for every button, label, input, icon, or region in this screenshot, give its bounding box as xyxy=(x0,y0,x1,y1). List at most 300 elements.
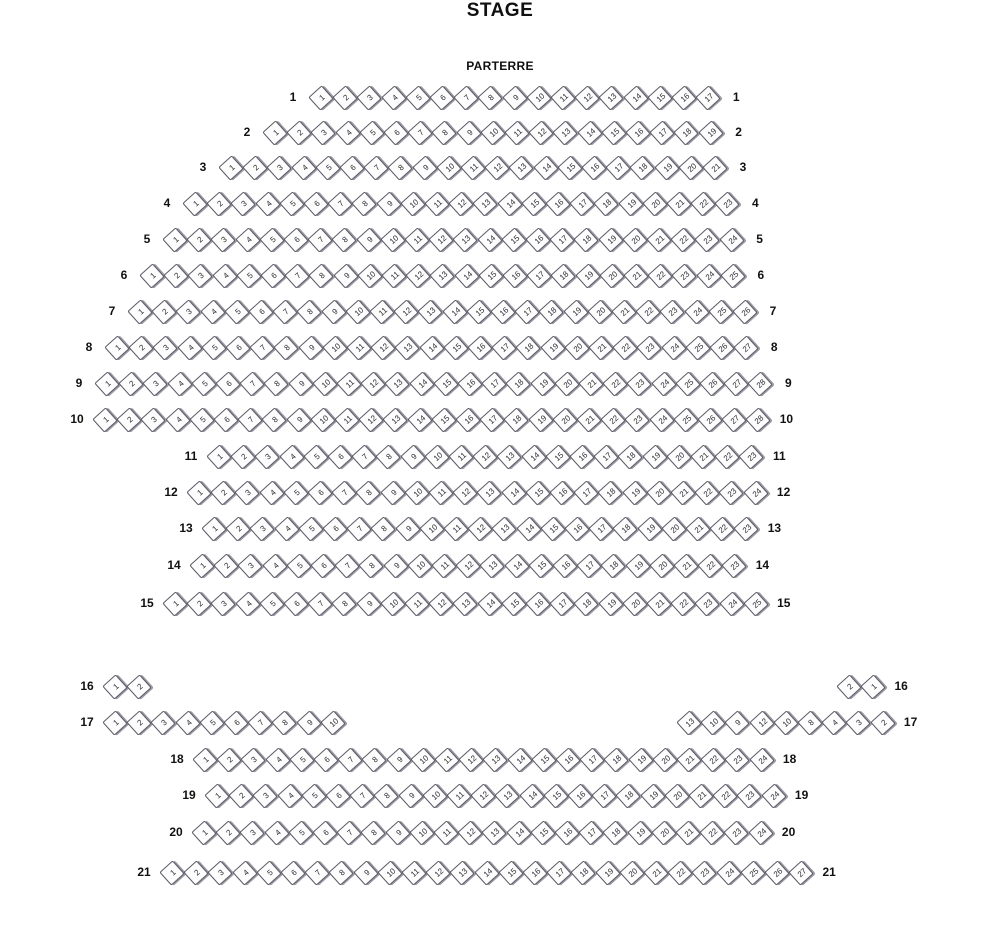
seat[interactable] xyxy=(578,371,603,396)
seat[interactable] xyxy=(514,299,539,324)
seat[interactable] xyxy=(322,516,347,541)
seat[interactable] xyxy=(737,783,762,808)
seat[interactable] xyxy=(443,516,468,541)
seat[interactable] xyxy=(356,591,381,616)
seat[interactable] xyxy=(225,516,250,541)
seat[interactable] xyxy=(549,591,574,616)
seat[interactable] xyxy=(664,783,689,808)
seat[interactable] xyxy=(481,371,506,396)
seat[interactable] xyxy=(613,516,638,541)
seat[interactable] xyxy=(356,227,381,252)
seat[interactable] xyxy=(210,480,235,505)
seat[interactable] xyxy=(748,371,773,396)
seat[interactable] xyxy=(255,191,280,216)
seat[interactable] xyxy=(622,480,647,505)
seat[interactable] xyxy=(696,263,721,288)
seat[interactable] xyxy=(605,155,630,180)
seat[interactable] xyxy=(491,335,516,360)
seat[interactable] xyxy=(223,710,248,735)
seat[interactable] xyxy=(551,263,576,288)
seat[interactable] xyxy=(821,710,846,735)
seat[interactable] xyxy=(211,227,236,252)
seat[interactable] xyxy=(126,674,151,699)
seat[interactable] xyxy=(407,407,432,432)
seat[interactable] xyxy=(346,516,371,541)
seat[interactable] xyxy=(688,783,713,808)
seat[interactable] xyxy=(670,591,695,616)
seat[interactable] xyxy=(714,444,739,469)
seat[interactable] xyxy=(675,371,700,396)
seat[interactable] xyxy=(322,335,347,360)
seat[interactable] xyxy=(453,591,478,616)
seat[interactable] xyxy=(259,480,284,505)
seat[interactable] xyxy=(177,335,202,360)
seat[interactable] xyxy=(646,591,671,616)
seat[interactable] xyxy=(555,747,580,772)
seat[interactable] xyxy=(550,85,575,110)
seat[interactable] xyxy=(288,820,313,845)
seat[interactable] xyxy=(501,480,526,505)
seat[interactable] xyxy=(429,85,454,110)
seat[interactable] xyxy=(567,783,592,808)
seat[interactable] xyxy=(259,591,284,616)
seat[interactable] xyxy=(625,120,650,145)
seat[interactable] xyxy=(725,747,750,772)
seat[interactable] xyxy=(211,591,236,616)
seat[interactable] xyxy=(695,85,720,110)
seat[interactable] xyxy=(667,860,692,885)
seat[interactable] xyxy=(448,191,473,216)
seat[interactable] xyxy=(600,407,625,432)
seat[interactable] xyxy=(622,227,647,252)
seat[interactable] xyxy=(598,227,623,252)
seat[interactable] xyxy=(388,155,413,180)
seat[interactable] xyxy=(579,747,604,772)
seat[interactable] xyxy=(552,553,577,578)
seat[interactable] xyxy=(642,191,667,216)
seat[interactable] xyxy=(525,480,550,505)
seat[interactable] xyxy=(191,820,216,845)
seat[interactable] xyxy=(337,747,362,772)
seat[interactable] xyxy=(428,227,453,252)
seat[interactable] xyxy=(143,371,168,396)
seat[interactable] xyxy=(371,516,396,541)
seat[interactable] xyxy=(262,120,287,145)
seat[interactable] xyxy=(215,371,240,396)
seat[interactable] xyxy=(345,299,370,324)
seat[interactable] xyxy=(594,191,619,216)
seat[interactable] xyxy=(504,120,529,145)
seat[interactable] xyxy=(400,191,425,216)
seat[interactable] xyxy=(504,553,529,578)
seat[interactable] xyxy=(248,299,273,324)
seat[interactable] xyxy=(262,407,287,432)
seat[interactable] xyxy=(264,371,289,396)
seat[interactable] xyxy=(455,407,480,432)
seat[interactable] xyxy=(709,516,734,541)
seat[interactable] xyxy=(92,407,117,432)
seat[interactable] xyxy=(167,371,192,396)
seat[interactable] xyxy=(334,553,359,578)
seat[interactable] xyxy=(235,480,260,505)
seat[interactable] xyxy=(637,335,662,360)
seat[interactable] xyxy=(208,860,233,885)
seat[interactable] xyxy=(303,191,328,216)
seat[interactable] xyxy=(265,747,290,772)
seat[interactable] xyxy=(327,191,352,216)
seat[interactable] xyxy=(457,371,482,396)
seat[interactable] xyxy=(557,155,582,180)
seat[interactable] xyxy=(720,263,745,288)
seat[interactable] xyxy=(153,335,178,360)
seat[interactable] xyxy=(598,480,623,505)
seat[interactable] xyxy=(719,591,744,616)
seat[interactable] xyxy=(332,85,357,110)
seat[interactable] xyxy=(694,480,719,505)
seat[interactable] xyxy=(404,227,429,252)
seat[interactable] xyxy=(409,371,434,396)
seat[interactable] xyxy=(286,120,311,145)
seat[interactable] xyxy=(280,860,305,885)
seat[interactable] xyxy=(646,480,671,505)
seat[interactable] xyxy=(383,407,408,432)
seat[interactable] xyxy=(722,553,747,578)
seat[interactable] xyxy=(325,783,350,808)
seat[interactable] xyxy=(573,480,598,505)
seat[interactable] xyxy=(453,85,478,110)
seat[interactable] xyxy=(546,860,571,885)
seat[interactable] xyxy=(425,860,450,885)
seat[interactable] xyxy=(480,553,505,578)
seat[interactable] xyxy=(264,820,289,845)
seat[interactable] xyxy=(836,674,861,699)
seat[interactable] xyxy=(398,783,423,808)
seat[interactable] xyxy=(206,444,231,469)
seat[interactable] xyxy=(506,371,531,396)
seat[interactable] xyxy=(225,335,250,360)
seat[interactable] xyxy=(346,335,371,360)
seat[interactable] xyxy=(504,407,529,432)
seat[interactable] xyxy=(419,335,444,360)
seat[interactable] xyxy=(743,480,768,505)
seat[interactable] xyxy=(393,299,418,324)
seat[interactable] xyxy=(212,263,237,288)
seat[interactable] xyxy=(473,191,498,216)
seat[interactable] xyxy=(603,820,628,845)
seat[interactable] xyxy=(235,591,260,616)
seat[interactable] xyxy=(301,783,326,808)
seat[interactable] xyxy=(242,155,267,180)
seat[interactable] xyxy=(235,227,260,252)
seat[interactable] xyxy=(94,371,119,396)
seat[interactable] xyxy=(127,299,152,324)
seat[interactable] xyxy=(454,263,479,288)
seat[interactable] xyxy=(670,480,695,505)
seat[interactable] xyxy=(797,710,822,735)
seat[interactable] xyxy=(507,747,532,772)
seat[interactable] xyxy=(601,553,626,578)
seat[interactable] xyxy=(528,407,553,432)
seat[interactable] xyxy=(186,480,211,505)
seat[interactable] xyxy=(370,335,395,360)
seat[interactable] xyxy=(554,820,579,845)
seat[interactable] xyxy=(442,299,467,324)
seat[interactable] xyxy=(241,747,266,772)
seat[interactable] xyxy=(448,444,473,469)
seat[interactable] xyxy=(395,335,420,360)
seat[interactable] xyxy=(531,747,556,772)
seat[interactable] xyxy=(274,516,299,541)
seat[interactable] xyxy=(218,155,243,180)
seat[interactable] xyxy=(286,553,311,578)
seat[interactable] xyxy=(404,591,429,616)
seat[interactable] xyxy=(360,371,385,396)
seat[interactable] xyxy=(695,227,720,252)
seat[interactable] xyxy=(627,820,652,845)
seat[interactable] xyxy=(516,335,541,360)
seat[interactable] xyxy=(460,155,485,180)
seat[interactable] xyxy=(255,444,280,469)
seat[interactable] xyxy=(336,371,361,396)
seat[interactable] xyxy=(739,444,764,469)
seat[interactable] xyxy=(733,335,758,360)
seat[interactable] xyxy=(599,85,624,110)
seat[interactable] xyxy=(297,299,322,324)
seat[interactable] xyxy=(418,299,443,324)
seat[interactable] xyxy=(259,227,284,252)
seat[interactable] xyxy=(571,860,596,885)
seat[interactable] xyxy=(453,227,478,252)
seat[interactable] xyxy=(712,783,737,808)
seat[interactable] xyxy=(274,335,299,360)
seat[interactable] xyxy=(363,155,388,180)
seat[interactable] xyxy=(545,444,570,469)
seat[interactable] xyxy=(678,155,703,180)
seat[interactable] xyxy=(474,860,499,885)
seat[interactable] xyxy=(543,783,568,808)
seat[interactable] xyxy=(175,710,200,735)
seat[interactable] xyxy=(575,263,600,288)
seat[interactable] xyxy=(291,155,316,180)
seat[interactable] xyxy=(436,155,461,180)
seat[interactable] xyxy=(576,407,601,432)
seat[interactable] xyxy=(428,480,453,505)
seat[interactable] xyxy=(697,407,722,432)
seat[interactable] xyxy=(725,710,750,735)
seat[interactable] xyxy=(446,783,471,808)
seat[interactable] xyxy=(699,820,724,845)
seat[interactable] xyxy=(674,120,699,145)
seat[interactable] xyxy=(618,191,643,216)
seat[interactable] xyxy=(764,860,789,885)
seat[interactable] xyxy=(272,710,297,735)
seat[interactable] xyxy=(702,155,727,180)
seat[interactable] xyxy=(428,591,453,616)
seat[interactable] xyxy=(352,191,377,216)
seat[interactable] xyxy=(201,516,226,541)
seat[interactable] xyxy=(671,85,696,110)
seat[interactable] xyxy=(692,860,717,885)
seat[interactable] xyxy=(283,227,308,252)
seat[interactable] xyxy=(199,710,224,735)
seat[interactable] xyxy=(616,783,641,808)
seat[interactable] xyxy=(649,120,674,145)
seat[interactable] xyxy=(526,263,551,288)
seat[interactable] xyxy=(666,191,691,216)
seat[interactable] xyxy=(676,710,701,735)
seat[interactable] xyxy=(238,553,263,578)
seat[interactable] xyxy=(719,480,744,505)
seat[interactable] xyxy=(186,227,211,252)
seat[interactable] xyxy=(483,747,508,772)
seat[interactable] xyxy=(310,407,335,432)
seat[interactable] xyxy=(283,591,308,616)
seat[interactable] xyxy=(540,516,565,541)
seat[interactable] xyxy=(528,120,553,145)
seat[interactable] xyxy=(335,120,360,145)
seat[interactable] xyxy=(549,227,574,252)
seat[interactable] xyxy=(381,85,406,110)
seat[interactable] xyxy=(549,480,574,505)
seat[interactable] xyxy=(539,299,564,324)
seat[interactable] xyxy=(231,191,256,216)
seat[interactable] xyxy=(715,191,740,216)
seat[interactable] xyxy=(458,747,483,772)
seat[interactable] xyxy=(351,444,376,469)
seat[interactable] xyxy=(267,155,292,180)
seat[interactable] xyxy=(128,335,153,360)
seat[interactable] xyxy=(581,155,606,180)
seat[interactable] xyxy=(519,783,544,808)
seat[interactable] xyxy=(424,191,449,216)
seat[interactable] xyxy=(304,860,329,885)
seat[interactable] xyxy=(118,371,143,396)
seat[interactable] xyxy=(740,860,765,885)
seat[interactable] xyxy=(651,820,676,845)
seat[interactable] xyxy=(405,263,430,288)
seat[interactable] xyxy=(310,553,335,578)
seat[interactable] xyxy=(308,85,333,110)
seat[interactable] xyxy=(188,263,213,288)
seat[interactable] xyxy=(467,516,492,541)
seat[interactable] xyxy=(450,860,475,885)
seat[interactable] xyxy=(356,480,381,505)
seat[interactable] xyxy=(698,120,723,145)
seat[interactable] xyxy=(334,407,359,432)
seat[interactable] xyxy=(761,783,786,808)
seat[interactable] xyxy=(312,371,337,396)
seat[interactable] xyxy=(501,591,526,616)
seat[interactable] xyxy=(522,860,547,885)
seat[interactable] xyxy=(186,591,211,616)
seat[interactable] xyxy=(359,120,384,145)
seat[interactable] xyxy=(307,591,332,616)
seat[interactable] xyxy=(250,516,275,541)
seat[interactable] xyxy=(509,155,534,180)
seat[interactable] xyxy=(601,120,626,145)
seat[interactable] xyxy=(502,85,527,110)
seat[interactable] xyxy=(563,299,588,324)
seat[interactable] xyxy=(369,299,394,324)
seat[interactable] xyxy=(690,444,715,469)
seat[interactable] xyxy=(599,263,624,288)
seat[interactable] xyxy=(490,299,515,324)
seat[interactable] xyxy=(237,407,262,432)
seat[interactable] xyxy=(256,860,281,885)
seat[interactable] xyxy=(482,820,507,845)
seat[interactable] xyxy=(298,335,323,360)
seat[interactable] xyxy=(279,444,304,469)
seat[interactable] xyxy=(700,710,725,735)
seat[interactable] xyxy=(591,783,616,808)
seat[interactable] xyxy=(477,591,502,616)
seat[interactable] xyxy=(675,820,700,845)
seat[interactable] xyxy=(240,820,265,845)
seat[interactable] xyxy=(480,120,505,145)
seat[interactable] xyxy=(588,516,613,541)
seat[interactable] xyxy=(374,783,399,808)
seat[interactable] xyxy=(630,155,655,180)
seat[interactable] xyxy=(385,371,410,396)
seat[interactable] xyxy=(298,516,323,541)
seat[interactable] xyxy=(284,263,309,288)
seat[interactable] xyxy=(311,120,336,145)
seat[interactable] xyxy=(407,120,432,145)
seat[interactable] xyxy=(623,85,648,110)
seat[interactable] xyxy=(478,263,503,288)
seat[interactable] xyxy=(588,335,613,360)
seat[interactable] xyxy=(126,710,151,735)
seat[interactable] xyxy=(576,553,601,578)
seat[interactable] xyxy=(213,553,238,578)
seat[interactable] xyxy=(564,335,589,360)
seat[interactable] xyxy=(288,371,313,396)
seat[interactable] xyxy=(434,747,459,772)
seat[interactable] xyxy=(611,299,636,324)
seat[interactable] xyxy=(749,710,774,735)
seat[interactable] xyxy=(332,227,357,252)
seat[interactable] xyxy=(230,444,255,469)
seat[interactable] xyxy=(380,480,405,505)
seat[interactable] xyxy=(506,820,531,845)
seat[interactable] xyxy=(380,227,405,252)
seat[interactable] xyxy=(700,747,725,772)
seat[interactable] xyxy=(272,299,297,324)
seat[interactable] xyxy=(528,553,553,578)
seat[interactable] xyxy=(673,553,698,578)
seat[interactable] xyxy=(400,444,425,469)
seat[interactable] xyxy=(498,860,523,885)
seat[interactable] xyxy=(540,335,565,360)
seat[interactable] xyxy=(432,120,457,145)
seat[interactable] xyxy=(182,191,207,216)
seat[interactable] xyxy=(204,783,229,808)
seat[interactable] xyxy=(746,407,771,432)
seat[interactable] xyxy=(721,407,746,432)
seat[interactable] xyxy=(412,155,437,180)
seat[interactable] xyxy=(165,407,190,432)
seat[interactable] xyxy=(709,335,734,360)
seat[interactable] xyxy=(651,371,676,396)
seat[interactable] xyxy=(307,227,332,252)
seat[interactable] xyxy=(333,263,358,288)
seat[interactable] xyxy=(329,860,354,885)
seat[interactable] xyxy=(303,444,328,469)
seat[interactable] xyxy=(516,516,541,541)
seat[interactable] xyxy=(159,860,184,885)
seat[interactable] xyxy=(623,263,648,288)
seat[interactable] xyxy=(604,747,629,772)
